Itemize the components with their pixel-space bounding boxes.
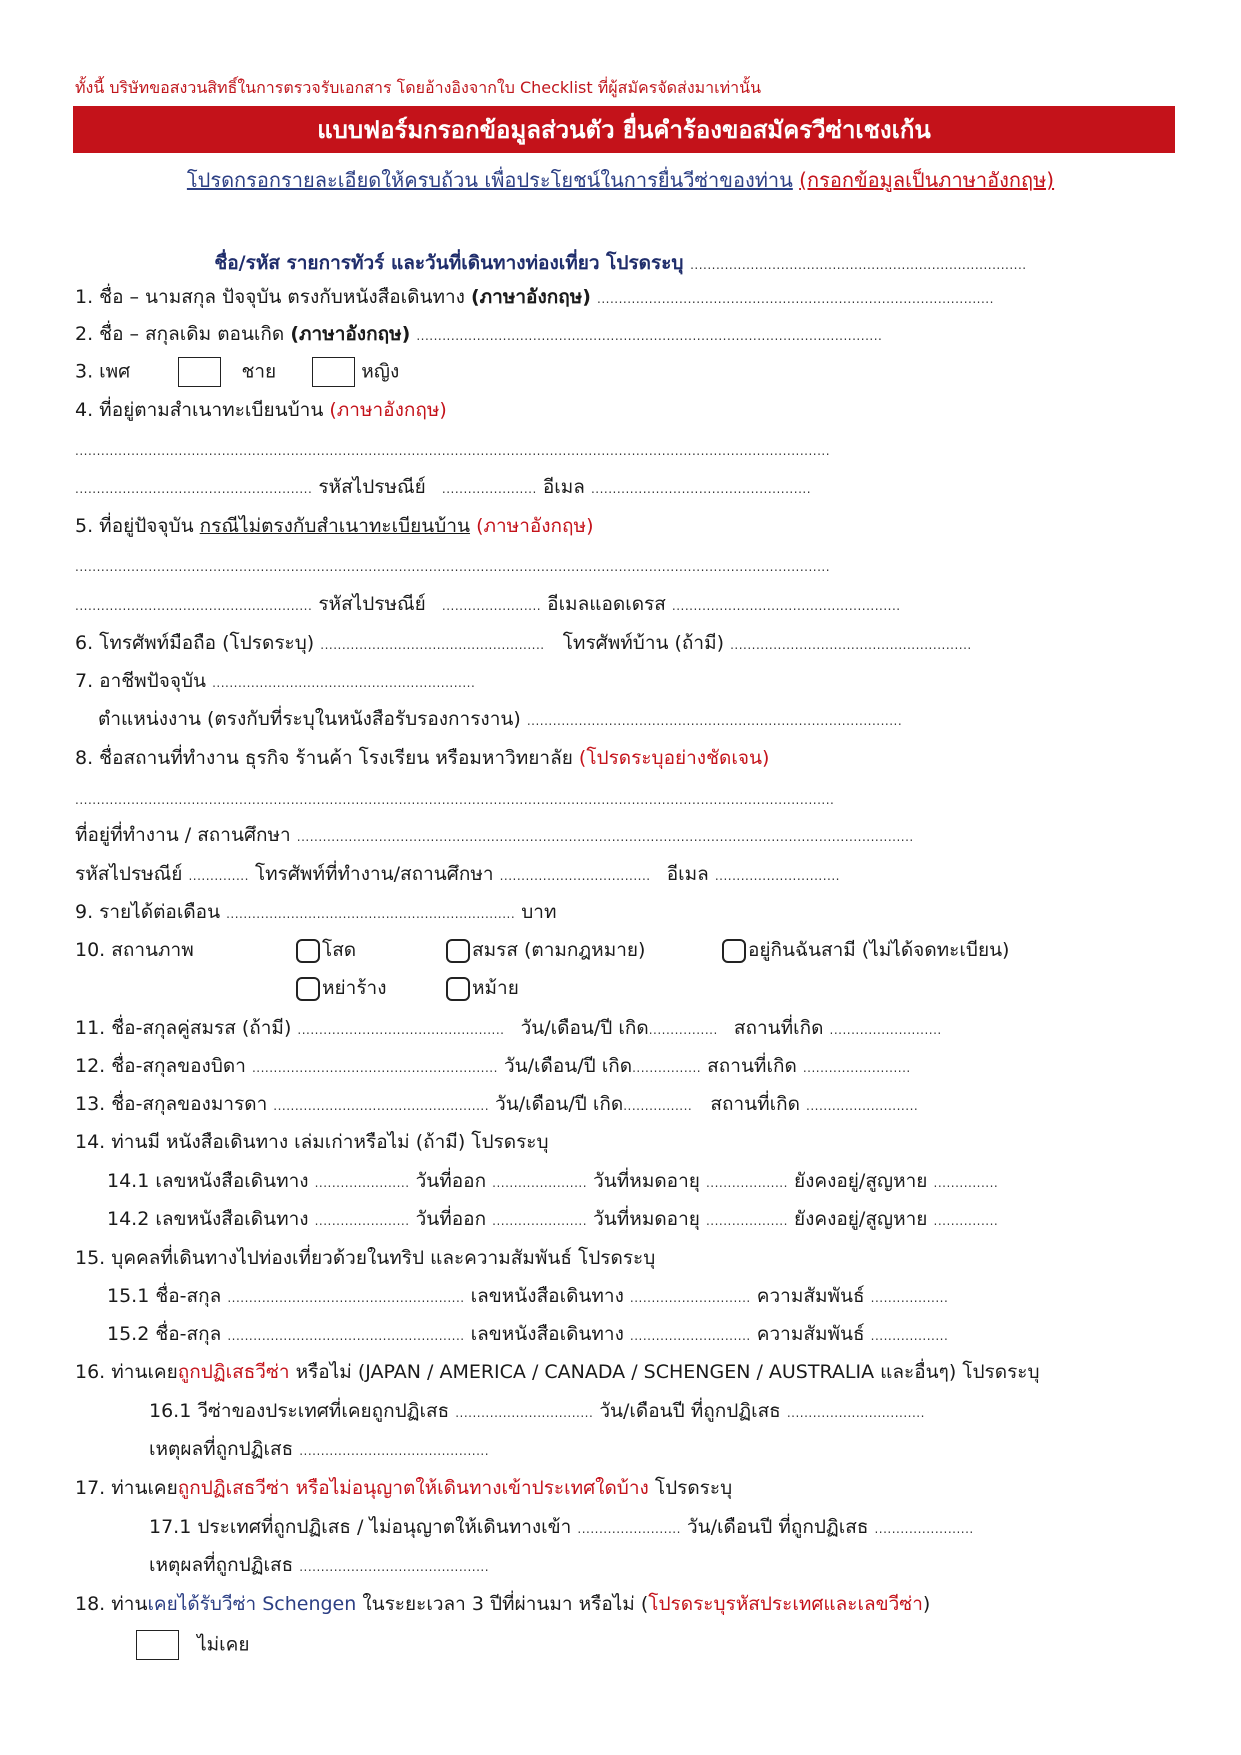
q5-condition: กรณีไม่ตรงกับสำเนาทะเบียนบ้าน bbox=[199, 515, 471, 537]
q7-occupation-label: 7. อาชีพปัจจุบัน bbox=[75, 670, 207, 692]
q6-row bbox=[75, 630, 972, 658]
q15-row bbox=[75, 1245, 655, 1271]
q14-expiry-2-label: วันที่หมดอายุ bbox=[593, 1208, 700, 1230]
q8-name-line bbox=[75, 785, 834, 813]
status-cohabit-checkbox[interactable] bbox=[722, 939, 746, 963]
status-single-label: โสด bbox=[322, 939, 357, 961]
q13-label: 13. ชื่อ-สกุลของมารดา bbox=[75, 1093, 268, 1115]
female-checkbox[interactable] bbox=[312, 357, 355, 387]
q6-home-field[interactable]: ........................................................ bbox=[730, 638, 972, 652]
q2-row bbox=[75, 321, 882, 349]
q12-dob-field[interactable]: ................ bbox=[632, 1061, 702, 1075]
q15-companion-2-name-field[interactable]: ....................................................... bbox=[227, 1329, 465, 1343]
q1-row bbox=[75, 284, 994, 312]
form-title: แบบฟอร์มกรอกข้อมูลส่วนตัว ยื่นคำร้องขอสมัครวีซ่าเชงเก้น bbox=[317, 116, 931, 144]
q8-address-label: ที่อยู่ที่ทำงาน / สถานศึกษา bbox=[75, 824, 291, 846]
q7-row bbox=[75, 668, 475, 696]
q14-expiry-1-field[interactable]: ................... bbox=[705, 1176, 788, 1190]
instruction-english-note: (กรอกข้อมูลเป็นภาษาอังกฤษ) bbox=[799, 168, 1055, 192]
q8-name-field[interactable]: ................................................................................................................................................................................ bbox=[75, 793, 835, 807]
q14-passport-1-label: 14.1 เลขหนังสือเดินทาง bbox=[107, 1170, 309, 1192]
status-widowed-label: หม้าย bbox=[472, 977, 519, 999]
q5-row bbox=[75, 513, 594, 539]
q9-unit: บาท bbox=[521, 901, 557, 923]
status-cohabit-option[interactable] bbox=[722, 937, 1009, 963]
q4-label: 4. ที่อยู่ตามสำเนาทะเบียนบ้าน bbox=[75, 399, 324, 421]
q2-label: 2. ชื่อ – สกุลเดิม ตอนเกิด bbox=[75, 323, 285, 345]
instruction-text: โปรดกรอกรายละเอียดให้ครบถ้วน เพื่อประโยชน์ในการยื่นวีซ่าของท่าน bbox=[186, 168, 793, 192]
q9-label: 9. รายได้ต่อเดือน bbox=[75, 901, 221, 923]
q5-address-field-2[interactable]: ....................................................... bbox=[75, 599, 313, 613]
q8-email-label: อีเมล bbox=[666, 863, 709, 885]
q15-companion-2-row bbox=[107, 1321, 948, 1349]
q3-label: 3. เพศ bbox=[75, 360, 131, 383]
q15-passport-2-label: เลขหนังสือเดินทาง bbox=[470, 1323, 624, 1345]
status-divorced-label: หย่าร้าง bbox=[322, 977, 387, 999]
status-cohabit-label: อยู่กินฉันสามี (ไม่ได้จดทะเบียน) bbox=[748, 939, 1010, 961]
q11-label: 11. ชื่อ-สกุลคู่สมรส (ถ้ามี) bbox=[75, 1017, 292, 1039]
q12-row bbox=[75, 1053, 911, 1081]
q8-clarity-note: (โปรดระบุอย่างชัดเจน) bbox=[578, 747, 770, 769]
q14-passport-2-field[interactable]: ...................... bbox=[314, 1214, 410, 1228]
q1-english-note: (ภาษาอังกฤษ) bbox=[470, 286, 591, 308]
q14-issued-1-label: วันที่ออก bbox=[415, 1170, 487, 1192]
q15-relation-1-label: ความสัมพันธ์ bbox=[756, 1285, 865, 1307]
status-single-checkbox[interactable] bbox=[296, 939, 320, 963]
q8-contact-row bbox=[75, 861, 840, 889]
q4-postal-row bbox=[75, 474, 811, 502]
q18-label-prefix: 18. ท่าน bbox=[75, 1593, 148, 1615]
q16-date-label: วัน/เดือนปี ที่ถูกปฏิเสธ bbox=[599, 1400, 781, 1422]
q5-address-field[interactable]: ............................................................................................................................................................................... bbox=[75, 560, 831, 574]
q17-country-field[interactable]: ........................ bbox=[577, 1522, 681, 1536]
never-checkbox[interactable] bbox=[136, 1630, 179, 1660]
q15-passport-2-field[interactable]: ............................ bbox=[629, 1329, 751, 1343]
q4-address-field-2[interactable]: ....................................................... bbox=[75, 482, 313, 496]
q16-label-prefix: 16. ท่านเคย bbox=[75, 1361, 178, 1383]
q14-issued-2-field[interactable]: ...................... bbox=[492, 1214, 588, 1228]
q14-status-2-field[interactable]: ............... bbox=[933, 1214, 999, 1228]
q13-dob-field[interactable]: ................ bbox=[623, 1099, 693, 1113]
q6-mobile-field[interactable]: .................................................... bbox=[320, 638, 545, 652]
q6-mobile-label: 6. โทรศัพท์มือถือ (โปรดระบุ) bbox=[75, 632, 315, 654]
q14-status-1-label: ยังคงอยู่/สูญหาย bbox=[793, 1170, 928, 1192]
q10-label: 10. สถานภาพ bbox=[75, 939, 194, 961]
q13-name-field[interactable]: .................................................. bbox=[273, 1099, 490, 1113]
q18-specify-note: โปรดระบุรหัสประเทศและเลขวีซ่า bbox=[648, 1593, 923, 1615]
q10-label-row bbox=[75, 937, 194, 963]
q6-home-label: โทรศัพท์บ้าน (ถ้ามี) bbox=[562, 632, 725, 654]
q11-row bbox=[75, 1015, 942, 1043]
q11-dob-field[interactable]: ................ bbox=[648, 1023, 718, 1037]
q17-label-prefix: 17. ท่านเคย bbox=[75, 1477, 178, 1499]
q11-pob-label: สถานที่เกิด bbox=[733, 1017, 824, 1039]
q8-postal-field[interactable]: .............. bbox=[188, 869, 249, 883]
q16-sub-row bbox=[149, 1398, 925, 1426]
q4-postal-field[interactable]: ...................... bbox=[441, 482, 537, 496]
q9-income-field[interactable]: ................................................................... bbox=[226, 907, 516, 921]
q14-passport-2-row bbox=[107, 1206, 998, 1234]
q8-address-row bbox=[75, 822, 914, 850]
female-label: หญิง bbox=[361, 360, 400, 383]
q17-country-label: 17.1 ประเทศที่ถูกปฏิเสธ / ไม่อนุญาตให้เดินทางเข้า bbox=[149, 1516, 572, 1538]
q16-date-field[interactable]: ................................ bbox=[786, 1406, 925, 1420]
q3-row bbox=[75, 357, 399, 387]
q5-postal-field[interactable]: ....................... bbox=[441, 599, 542, 613]
q4-postal-label: รหัสไปรษณีย์ bbox=[318, 476, 426, 498]
q14-passport-1-field[interactable]: ...................... bbox=[314, 1176, 410, 1190]
q1-label: 1. ชื่อ – นามสกุล ปัจจุบัน ตรงกับหนังสือเดินทาง bbox=[75, 286, 465, 308]
q14-issued-2-label: วันที่ออก bbox=[415, 1208, 487, 1230]
q11-dob-label: วัน/เดือน/ปี เกิด bbox=[520, 1017, 649, 1039]
q15-companion-1-row bbox=[107, 1283, 948, 1311]
q17-reason-label: เหตุผลที่ถูกปฏิเสธ bbox=[149, 1554, 294, 1576]
q14-passport-2-label: 14.2 เลขหนังสือเดินทาง bbox=[107, 1208, 309, 1230]
q15-label: 15. บุคคลที่เดินทางไปท่องเที่ยวด้วยในทริป และความสัมพันธ์ โปรดระบุ bbox=[75, 1247, 656, 1269]
q13-row bbox=[75, 1091, 918, 1119]
q16-country-label: 16.1 วีซ่าของประเทศที่เคยถูกปฏิเสธ bbox=[149, 1400, 450, 1422]
q14-status-2-label: ยังคงอยู่/สูญหาย bbox=[793, 1208, 928, 1230]
q12-name-field[interactable]: ......................................................... bbox=[251, 1061, 498, 1075]
q4-address-field[interactable]: ............................................................................................................................................................................... bbox=[75, 444, 831, 458]
q17-label-suffix: โปรดระบุ bbox=[654, 1477, 733, 1499]
q12-label: 12. ชื่อ-สกุลของบิดา bbox=[75, 1055, 246, 1077]
q7-position-field[interactable]: ....................................................................................... bbox=[526, 714, 903, 728]
status-widowed-option[interactable] bbox=[446, 975, 519, 1001]
q17-refused-note: ถูกปฏิเสธวีซ่า หรือไม่อนุญาตให้เดินทางเข้าประเทศใดบ้าง bbox=[177, 1477, 649, 1499]
q18-schengen-note: เคยได้รับวีซ่า Schengen bbox=[147, 1593, 357, 1615]
q4-row bbox=[75, 397, 447, 423]
q8-address-field[interactable]: ............................................................................................................................................... bbox=[296, 830, 914, 844]
reservation-notice: ทั้งนี้ บริษัทขอสงวนสิทธิ์ในการตรวจรับเอกสาร โดยอ้างอิงจากใบ Checklist ที่ผู้สมัครจัดส่งมาเท่านั้น bbox=[75, 78, 762, 97]
q8-email-field[interactable]: ............................. bbox=[714, 869, 840, 883]
q5-email-label: อีเมลแอดเดรส bbox=[547, 593, 666, 615]
q17-row bbox=[75, 1475, 732, 1501]
status-married-option[interactable] bbox=[446, 937, 645, 963]
q5-email-field[interactable]: ..................................................... bbox=[671, 599, 901, 613]
q13-dob-label: วัน/เดือน/ปี เกิด bbox=[495, 1093, 624, 1115]
q15-passport-1-label: เลขหนังสือเดินทาง bbox=[470, 1285, 624, 1307]
q8-phone-field[interactable]: ................................... bbox=[499, 869, 651, 883]
q16-label-suffix: หรือไม่ (JAPAN / AMERICA / CANADA / SCHENGEN / AUSTRALIA และอื่นๆ) โปรดระบุ bbox=[295, 1361, 1040, 1383]
q7-occupation-field[interactable]: ............................................................. bbox=[212, 676, 476, 690]
q15-relation-2-label: ความสัมพันธ์ bbox=[756, 1323, 865, 1345]
q13-pob-label: สถานที่เกิด bbox=[710, 1093, 800, 1115]
q17-date-field[interactable]: ....................... bbox=[874, 1522, 974, 1536]
q16-row bbox=[75, 1359, 1040, 1385]
status-married-checkbox[interactable] bbox=[446, 939, 470, 963]
q14-label: 14. ท่านมี หนังสือเดินทาง เล่มเก่าหรือไม่ (ถ้ามี) โปรดระบุ bbox=[75, 1131, 549, 1153]
q4-email-field[interactable]: ................................................... bbox=[590, 482, 812, 496]
q8-postal-label: รหัสไปรษณีย์ bbox=[75, 863, 183, 885]
q16-reason-label: เหตุผลที่ถูกปฏิเสธ bbox=[149, 1438, 294, 1460]
q14-row bbox=[75, 1129, 549, 1155]
q13-pob-field[interactable]: .......................... bbox=[806, 1099, 919, 1113]
q16-refused-note: ถูกปฏิเสธวีซ่า bbox=[177, 1361, 290, 1383]
male-checkbox[interactable] bbox=[178, 357, 221, 387]
q5-english-note: (ภาษาอังกฤษ) bbox=[476, 515, 594, 537]
q15-relation-2-field[interactable]: .................. bbox=[870, 1329, 949, 1343]
never-label: ไม่เคย bbox=[197, 1633, 250, 1656]
status-widowed-checkbox[interactable] bbox=[446, 977, 470, 1001]
q17-reason-row bbox=[149, 1552, 489, 1580]
status-divorced-checkbox[interactable] bbox=[296, 977, 320, 1001]
q16-country-field[interactable]: ................................ bbox=[455, 1406, 594, 1420]
q12-pob-label: สถานที่เกิด bbox=[707, 1055, 797, 1077]
instruction-line bbox=[0, 164, 1241, 196]
q14-expiry-2-field[interactable]: ................... bbox=[705, 1214, 788, 1228]
q5-postal-label: รหัสไปรษณีย์ bbox=[318, 593, 426, 615]
q4-email-label: อีเมล bbox=[542, 476, 585, 498]
q14-status-1-field[interactable]: ............... bbox=[933, 1176, 999, 1190]
q8-label: 8. ชื่อสถานที่ทำงาน ธุรกิจ ร้านค้า โรงเรียน หรือมหาวิทยาลัย bbox=[75, 747, 573, 769]
q15-relation-1-field[interactable]: .................. bbox=[870, 1291, 949, 1305]
q5-label: 5. ที่อยู่ปัจจุบัน bbox=[75, 515, 194, 537]
q18-row bbox=[75, 1591, 930, 1617]
q17-sub-row bbox=[149, 1514, 974, 1542]
q15-passport-1-field[interactable]: ............................ bbox=[629, 1291, 751, 1305]
q16-reason-row bbox=[149, 1436, 489, 1464]
q2-english-note: (ภาษาอังกฤษ) bbox=[290, 323, 411, 345]
q18-label-end: ) bbox=[922, 1593, 931, 1615]
q11-name-field[interactable]: ................................................ bbox=[297, 1023, 505, 1037]
q14-passport-1-row bbox=[107, 1168, 998, 1196]
q4-address-line bbox=[75, 436, 830, 464]
q17-date-label: วัน/เดือนปี ที่ถูกปฏิเสธ bbox=[686, 1516, 869, 1538]
tour-info-line bbox=[0, 248, 1241, 278]
q5-address-line bbox=[75, 552, 830, 580]
q7-position-row bbox=[98, 706, 902, 734]
q1-field[interactable]: ............................................................................................ bbox=[597, 292, 994, 306]
status-single-option[interactable] bbox=[296, 937, 356, 963]
q14-expiry-1-label: วันที่หมดอายุ bbox=[593, 1170, 700, 1192]
q4-english-note: (ภาษาอังกฤษ) bbox=[329, 399, 447, 421]
q17-reason-field[interactable]: ............................................ bbox=[299, 1560, 490, 1574]
q11-pob-field[interactable]: .......................... bbox=[829, 1023, 942, 1037]
q14-issued-1-field[interactable]: ...................... bbox=[492, 1176, 588, 1190]
q12-dob-label: วัน/เดือน/ปี เกิด bbox=[503, 1055, 633, 1077]
status-divorced-option[interactable] bbox=[296, 975, 386, 1001]
male-label: ชาย bbox=[241, 360, 277, 383]
q15-companion-1-label: 15.1 ชื่อ-สกุล bbox=[107, 1285, 222, 1307]
q8-phone-label: โทรศัพท์ที่ทำงาน/สถานศึกษา bbox=[254, 863, 494, 885]
q16-reason-field[interactable]: ............................................ bbox=[299, 1444, 490, 1458]
q5-postal-row bbox=[75, 591, 901, 619]
tour-info-field[interactable]: .............................................................................. bbox=[690, 258, 1027, 272]
q9-row bbox=[75, 899, 557, 927]
q8-row bbox=[75, 745, 769, 771]
form-title-banner bbox=[73, 106, 1175, 153]
q18-never-option bbox=[136, 1630, 250, 1660]
q7-position-label: ตำแหน่งงาน (ตรงกับที่ระบุในหนังสือรับรองการงาน) bbox=[98, 708, 521, 730]
q15-companion-2-label: 15.2 ชื่อ-สกุล bbox=[107, 1323, 222, 1345]
q2-field[interactable]: ............................................................................................................ bbox=[416, 329, 883, 343]
status-married-label: สมรส (ตามกฎหมาย) bbox=[472, 939, 646, 961]
q18-label-middle: ในระยะเวลา 3 ปีที่ผ่านมา หรือไม่ ( bbox=[362, 1593, 649, 1615]
tour-info-label: ชื่อ/รหัส รายการทัวร์ และวันที่เดินทางท่องเที่ยว โปรดระบุ bbox=[214, 252, 684, 274]
q15-companion-1-name-field[interactable]: ....................................................... bbox=[227, 1291, 465, 1305]
q12-pob-field[interactable]: ......................... bbox=[802, 1061, 911, 1075]
